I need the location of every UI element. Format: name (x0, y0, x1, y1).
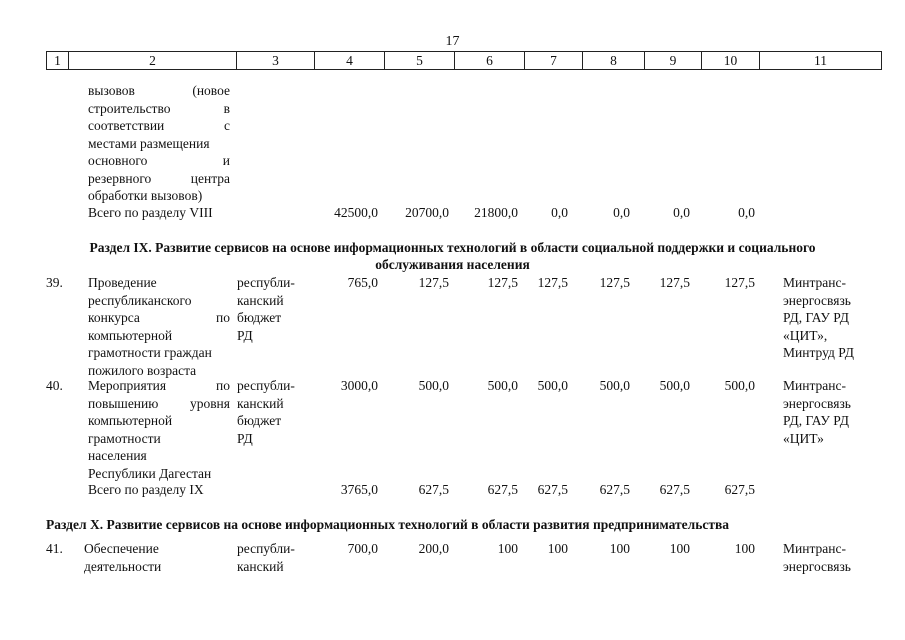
row40-number: 40. (46, 378, 63, 393)
row41-value: 100 (547, 541, 568, 556)
total_viii-value: 0,0 (673, 205, 690, 220)
column-header-8: 8 (583, 52, 645, 70)
row39-name-word: республиканского (88, 292, 192, 308)
row39-name-word: пожилого возраста (88, 362, 197, 378)
row41-name-line (84, 541, 230, 557)
total_viii-value: 42500,0 (334, 205, 378, 220)
row40-name-word: грамотности (88, 430, 161, 446)
row40-name-line (88, 466, 230, 482)
row40-executor-line: Минтранс- (783, 378, 846, 393)
row40-name-line (88, 431, 230, 447)
row40-name-word: по (216, 378, 230, 393)
row39-value: 127,5 (724, 275, 755, 290)
carryover-word: (новое (192, 83, 230, 98)
row39-value: 127,5 (599, 275, 630, 290)
carryover-line (88, 101, 230, 117)
row41-value: 100 (609, 541, 630, 556)
row39-name-word: компьютерной (88, 327, 173, 343)
row40-executor-line: энергосвязь (783, 395, 851, 411)
total_viii-value: 0,0 (551, 205, 568, 220)
row39-name-word: Проведение (88, 275, 157, 290)
row40-name-word: Мероприятия (88, 378, 167, 393)
row40-value: 500,0 (418, 378, 449, 393)
row40-executor-line: РД, ГАУ РД (783, 413, 849, 428)
row39-name-line (88, 328, 230, 344)
column-header-4: 4 (315, 52, 385, 70)
total_viii-value: 0,0 (738, 205, 755, 220)
column-header-11: 11 (760, 52, 882, 70)
carryover-line (88, 118, 230, 134)
total_ix-value: 3765,0 (340, 482, 378, 497)
row39-source-line: бюджет (237, 310, 282, 325)
total_ix-value: 627,5 (724, 482, 755, 497)
row39-name-line (88, 345, 230, 361)
row41-executor-line: Минтранс- (783, 541, 846, 556)
row40-value: 500,0 (487, 378, 518, 393)
column-header-2: 2 (69, 52, 237, 70)
total_ix-value: 627,5 (537, 482, 568, 497)
column-header-3: 3 (237, 52, 315, 70)
row40-value: 500,0 (537, 378, 568, 393)
row40-name-line (88, 448, 230, 464)
row39-name-line (88, 293, 230, 309)
row41-value: 200,0 (418, 541, 449, 556)
carryover-word: местами размещения (88, 135, 210, 151)
page-number: 17 (445, 34, 460, 49)
row41-value: 100 (497, 541, 518, 556)
column-header-row (46, 51, 882, 70)
row39-executor-line: РД, ГАУ РД (783, 310, 849, 325)
row39-source-line: РД (237, 327, 253, 343)
row41-value: 700,0 (347, 541, 378, 556)
row39-name-line (88, 310, 230, 326)
row40-value: 500,0 (659, 378, 690, 393)
row39-value: 127,5 (659, 275, 690, 290)
total_viii-value: 20700,0 (405, 205, 449, 220)
row40-name-line (88, 396, 230, 412)
carryover-word: и (222, 153, 230, 168)
carryover-line (88, 171, 230, 187)
carryover-word: в (223, 100, 230, 116)
row39-executor-line: «ЦИТ», (783, 327, 828, 343)
row39-value: 127,5 (418, 275, 449, 290)
row41-value: 100 (734, 541, 755, 556)
carryover-word: центра (190, 170, 230, 186)
row39-name-word: по (216, 310, 230, 325)
row40-source-line: РД (237, 430, 253, 446)
row41-source-line: канский (237, 558, 284, 574)
row39-executor-line: энергосвязь (783, 292, 851, 308)
carryover-word: обработки вызовов) (88, 188, 203, 203)
row41-value: 100 (669, 541, 690, 556)
total-viii-label: Всего по разделу VIII (88, 205, 213, 220)
row39-executor-line: Минтранс- (783, 275, 846, 290)
column-header-6: 6 (455, 52, 525, 70)
row41-name-line (84, 559, 230, 575)
total_ix-value: 627,5 (487, 482, 518, 497)
total_ix-value: 627,5 (599, 482, 630, 497)
row40-name-word: уровня (189, 395, 230, 411)
row41-executor-line: энергосвязь (783, 558, 851, 574)
row40-source-line: бюджет (237, 413, 282, 428)
column-header-5: 5 (385, 52, 455, 70)
carryover-word: основного (88, 153, 148, 168)
row40-name-line (88, 378, 230, 394)
row39-value: 127,5 (487, 275, 518, 290)
column-header-10: 10 (702, 52, 760, 70)
column-header-9: 9 (645, 52, 702, 70)
column-header-1: 1 (47, 52, 69, 70)
carryover-line (88, 136, 230, 152)
row41-name-word: Обеспечение (84, 541, 159, 556)
row41-name-word: деятельности (84, 558, 162, 574)
row40-name-word: населения (88, 448, 147, 463)
row39-value: 127,5 (537, 275, 568, 290)
total_viii-value: 0,0 (613, 205, 630, 220)
carryover-word: резервного (88, 170, 152, 186)
row40-name-word: компьютерной (88, 413, 173, 428)
row40-source-line: канский (237, 395, 284, 411)
row40-name-word: повышению (88, 395, 159, 411)
total-ix-label: Всего по разделу IX (88, 482, 204, 497)
carryover-word: с (224, 118, 230, 133)
row40-value: 3000,0 (340, 378, 378, 393)
row40-name-line (88, 413, 230, 429)
row39-value: 765,0 (347, 275, 378, 290)
row40-name-word: Республики Дагестан (88, 465, 212, 481)
row40-value: 500,0 (599, 378, 630, 393)
total_viii-value: 21800,0 (474, 205, 518, 220)
row40-source-line: республи- (237, 378, 295, 393)
row41-source-line: республи- (237, 541, 295, 556)
section-ix-heading-cont: обслуживания населения (375, 257, 530, 272)
carryover-line (88, 153, 230, 169)
section-ix-heading: Раздел IX. Развитие сервисов на основе информационных технологий в области социальной поддержки и социального (89, 240, 816, 255)
row39-source-line: канский (237, 292, 284, 308)
row40-executor-line: «ЦИТ» (783, 430, 824, 446)
row39-name-line (88, 363, 230, 379)
row40-value: 500,0 (724, 378, 755, 393)
row39-name-word: грамотности граждан (88, 345, 212, 360)
carryover-line (88, 83, 230, 99)
total_ix-value: 627,5 (418, 482, 449, 497)
row39-number: 39. (46, 275, 63, 290)
row39-executor-line: Минтруд РД (783, 345, 854, 360)
row39-name-line (88, 275, 230, 291)
carryover-word: соответствии (88, 118, 165, 133)
column-header-7: 7 (525, 52, 583, 70)
row39-source-line: республи- (237, 275, 295, 290)
carryover-word: строительство (88, 100, 171, 116)
section-x-heading: Раздел X. Развитие сервисов на основе информационных технологий в области развития предпринимательства (46, 517, 730, 532)
row41-number: 41. (46, 541, 63, 556)
total_ix-value: 627,5 (659, 482, 690, 497)
row39-name-word: конкурса (88, 310, 140, 325)
carryover-word: вызовов (88, 83, 135, 98)
carryover-line (88, 188, 230, 204)
